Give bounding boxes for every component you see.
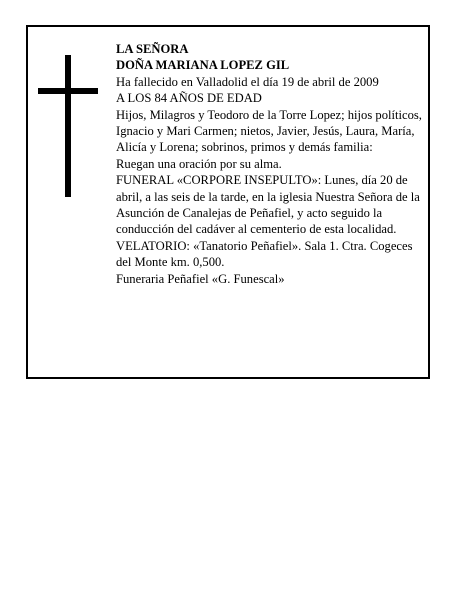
- cross-horizontal-bar: [38, 88, 98, 94]
- funeral-home-line: Funeraria Peñafiel «G. Funescal»: [116, 271, 285, 286]
- wake-paragraph: VELATORIO: «Tanatorio Peñafiel». Sala 1. Ctra. Cogeces del Monte km. 0,500.: [116, 238, 413, 270]
- family-paragraph: Hijos, Milagros y Teodoro de la Torre Lopez; hijos políticos, Ignacio y Mari Carmen; nietos, Javier, Jesús, Laura, María, Alicía y Lorena; sobrinos, primos y demás familia:: [116, 107, 422, 155]
- latin-cross-icon: [38, 55, 98, 197]
- deceased-name: DOÑA MARIANA LOPEZ GIL: [116, 58, 290, 73]
- notice-heading-title: LA SEÑORA: [116, 42, 189, 56]
- prayer-request: Ruegan una oración por su alma.: [116, 156, 282, 171]
- cross-vertical-bar: [65, 55, 71, 197]
- obituary-notice: [26, 25, 430, 379]
- death-statement: Ha fallecido en Valladolid el día 19 de abril de 2009: [116, 74, 379, 89]
- notice-text-block: [116, 41, 424, 287]
- funeral-paragraph: FUNERAL «CORPORE INSEPULTO»: Lunes, día 20 de abril, a las seis de la tarde, en la iglesia Nuestra Señora de la Asunción de Canalejas de Peñafiel, y acto seguido la conducción del cadáver al cementerio de esta localidad.: [116, 173, 420, 237]
- age-statement: A LOS 84 AÑOS DE EDAD: [116, 91, 262, 106]
